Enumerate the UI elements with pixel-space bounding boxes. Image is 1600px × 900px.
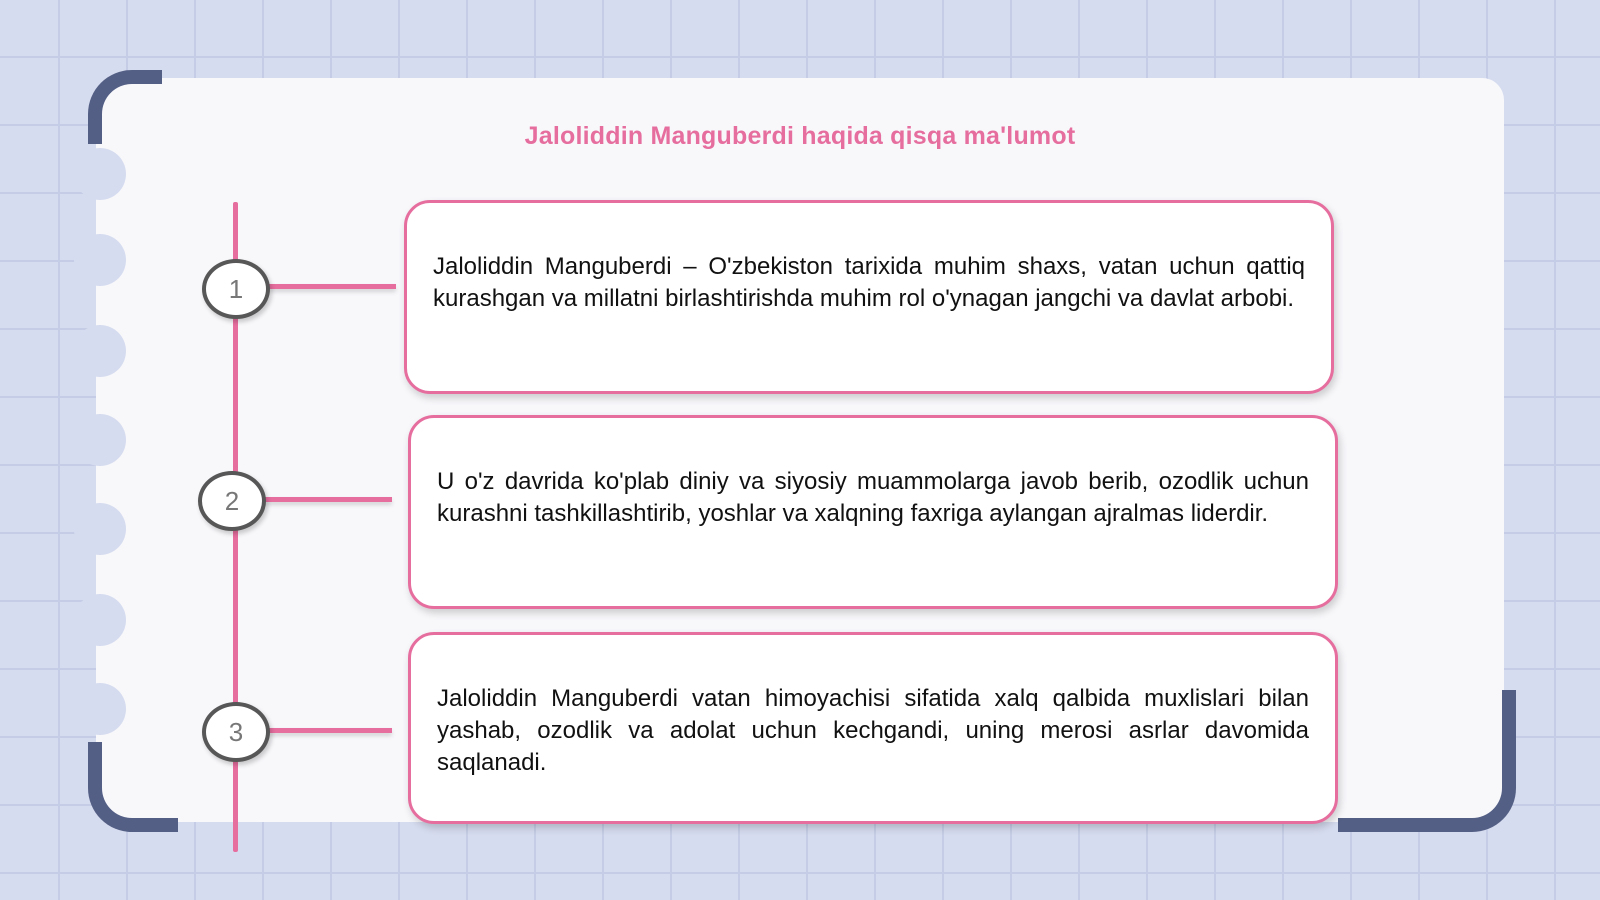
- info-text-3: Jaloliddin Manguberdi vatan himoyachisi sifatida xalq qalbida muxlislari bilan yashab, ozodlik va adolat uchun kechgandi, uning merosi asrlar davomida saqlanadi.: [437, 685, 1309, 776]
- binder-hole: [74, 234, 126, 286]
- info-text-1: Jaloliddin Manguberdi – O'zbekiston tarixida muhim shaxs, vatan uchun qattiq kurashgan va millatni birlashtirishda muhim rol o'ynagan jangchi va davlat arbobi.: [433, 253, 1305, 312]
- info-box-2: [408, 415, 1338, 609]
- timeline-connector: [264, 497, 392, 502]
- frame-corner-top-left: [88, 70, 162, 144]
- timeline-connector: [268, 284, 396, 289]
- binder-hole: [74, 414, 126, 466]
- timeline-node-1: 1: [202, 259, 270, 319]
- frame-corner-bottom-left: [88, 742, 178, 832]
- binder-hole: [74, 503, 126, 555]
- timeline-node-3: 3: [202, 702, 270, 762]
- binder-hole: [74, 594, 126, 646]
- frame-corner-bottom-right: [1338, 690, 1516, 832]
- binder-hole: [74, 148, 126, 200]
- info-box-3: [408, 632, 1338, 824]
- binder-hole: [74, 325, 126, 377]
- binder-hole: [74, 683, 126, 735]
- info-box-1: [404, 200, 1334, 394]
- timeline-connector: [268, 728, 392, 733]
- page-title: Jaloliddin Manguberdi haqida qisqa ma'lumot: [524, 122, 1076, 150]
- timeline-node-2: 2: [198, 471, 266, 531]
- info-text-2: U o'z davrida ko'plab diniy va siyosiy muammolarga javob berib, ozodlik uchun kurashni tashkillashtirib, yoshlar va xalqning faxriga aylangan ajralmas liderdir.: [437, 468, 1309, 527]
